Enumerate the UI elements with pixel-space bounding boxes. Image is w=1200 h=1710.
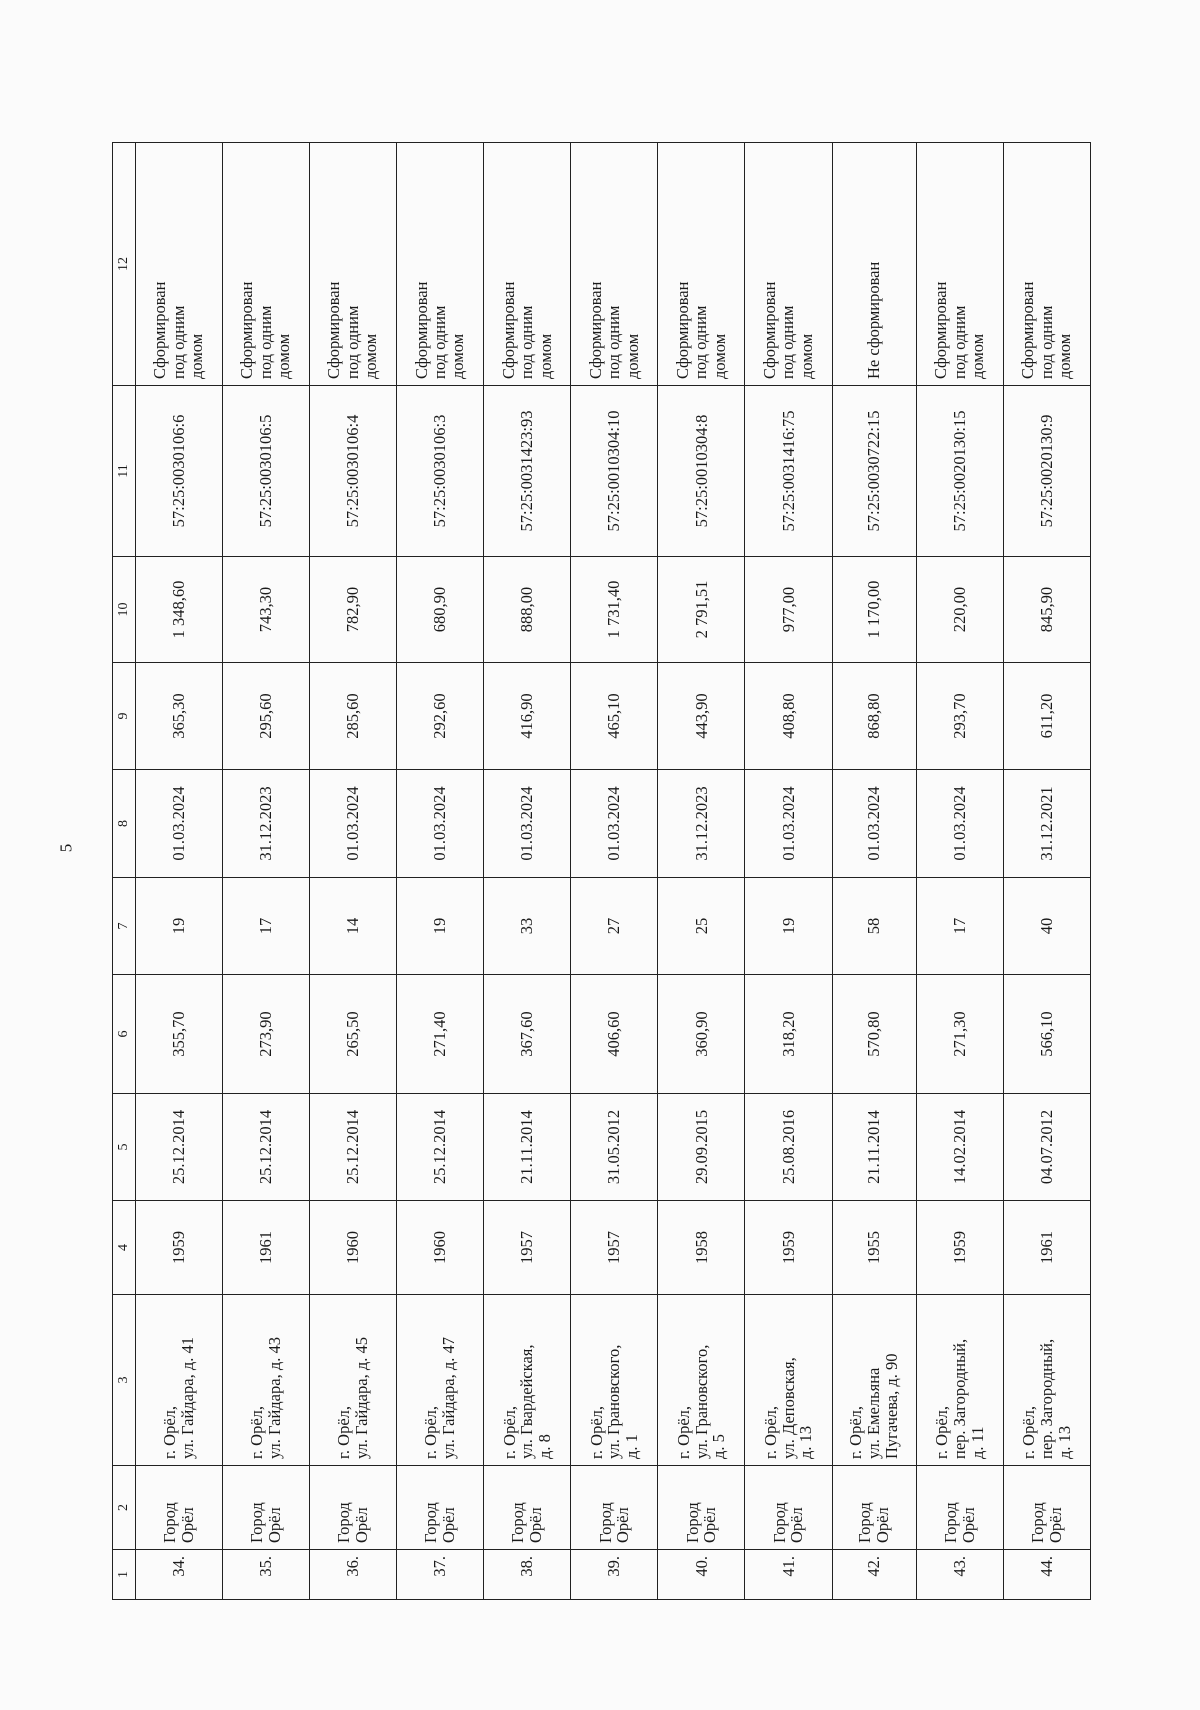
address-cell: г. Орёл, пер. Загородный, д. 11: [916, 1295, 1003, 1466]
recognition-date-cell: 21.11.2014: [484, 1094, 571, 1201]
recognition-date-cell: 21.11.2014: [832, 1094, 916, 1201]
table-row: [832, 143, 916, 1600]
living-area-cell: 465,10: [571, 663, 658, 770]
deadline-date-cell: 01.03.2024: [916, 770, 1003, 878]
area-cell: 360,90: [658, 975, 745, 1094]
page-number: 5: [56, 843, 76, 853]
table-body: [136, 143, 1091, 1600]
land-area-cell: 743,30: [223, 557, 310, 663]
cadastral-number-cell: 57:25:0010304:8: [658, 386, 745, 557]
deadline-date-cell: 01.03.2024: [136, 770, 223, 878]
land-area-cell: 782,90: [310, 557, 397, 663]
year-built-cell: 1959: [916, 1201, 1003, 1295]
recognition-date-cell: 29.09.2015: [658, 1094, 745, 1201]
land-status-cell: Сформирован под одним домом: [658, 143, 745, 386]
area-cell: 318,20: [745, 975, 832, 1094]
address-cell: г. Орёл, ул. Гвардейская, д. 8: [484, 1295, 571, 1466]
recognition-date-cell: 04.07.2012: [1003, 1094, 1090, 1201]
column-index-2: 2: [113, 1466, 136, 1550]
land-status-cell: Не сформирован: [832, 143, 916, 386]
cadastral-number-cell: 57:25:0030106:5: [223, 386, 310, 557]
table-row: [1003, 143, 1090, 1600]
row-number: 37.: [397, 1550, 484, 1600]
settlement-cell: Город Орёл: [745, 1466, 832, 1550]
year-built-cell: 1957: [484, 1201, 571, 1295]
table-row: [745, 143, 832, 1600]
table-row: [571, 143, 658, 1600]
cadastral-number-cell: 57:25:0030106:4: [310, 386, 397, 557]
land-status-cell: Сформирован под одним домом: [136, 143, 223, 386]
deadline-date-cell: 01.03.2024: [484, 770, 571, 878]
address-cell: г. Орёл, ул. Гайдара, д. 41: [136, 1295, 223, 1466]
column-index-5: 5: [113, 1094, 136, 1201]
column-index-7: 7: [113, 878, 136, 975]
living-area-cell: 408,80: [745, 663, 832, 770]
year-built-cell: 1961: [1003, 1201, 1090, 1295]
year-built-cell: 1960: [397, 1201, 484, 1295]
residents-cell: 17: [223, 878, 310, 975]
cadastral-number-cell: 57:25:0010304:10: [571, 386, 658, 557]
land-status-cell: Сформирован под одним домом: [484, 143, 571, 386]
cadastral-number-cell: 57:25:0020130:9: [1003, 386, 1090, 557]
address-cell: г. Орёл, ул. Деповская, д. 13: [745, 1295, 832, 1466]
column-index-3: 3: [113, 1295, 136, 1466]
residents-cell: 58: [832, 878, 916, 975]
deadline-date-cell: 01.03.2024: [310, 770, 397, 878]
column-index-9: 9: [113, 663, 136, 770]
living-area-cell: 292,60: [397, 663, 484, 770]
column-index-1: 1: [113, 1550, 136, 1600]
settlement-cell: Город Орёл: [658, 1466, 745, 1550]
land-status-cell: Сформирован под одним домом: [916, 143, 1003, 386]
area-cell: 367,60: [484, 975, 571, 1094]
row-number: 39.: [571, 1550, 658, 1600]
row-number: 42.: [832, 1550, 916, 1600]
table-row: [658, 143, 745, 1600]
year-built-cell: 1960: [310, 1201, 397, 1295]
column-index-10: 10: [113, 557, 136, 663]
column-index-6: 6: [113, 975, 136, 1094]
area-cell: 566,10: [1003, 975, 1090, 1094]
living-area-cell: 443,90: [658, 663, 745, 770]
year-built-cell: 1957: [571, 1201, 658, 1295]
address-cell: г. Орёл, пер. Загородный, д. 13: [1003, 1295, 1090, 1466]
land-area-cell: 1 731,40: [571, 557, 658, 663]
recognition-date-cell: 31.05.2012: [571, 1094, 658, 1201]
cadastral-number-cell: 57:25:0020130:15: [916, 386, 1003, 557]
area-cell: 271,40: [397, 975, 484, 1094]
land-area-cell: 1 170,00: [832, 557, 916, 663]
land-status-cell: Сформирован под одним домом: [310, 143, 397, 386]
area-cell: 271,30: [916, 975, 1003, 1094]
residents-cell: 25: [658, 878, 745, 975]
row-number: 36.: [310, 1550, 397, 1600]
column-index-11: 11: [113, 386, 136, 557]
residents-cell: 27: [571, 878, 658, 975]
table-row: [310, 143, 397, 1600]
row-number: 35.: [223, 1550, 310, 1600]
deadline-date-cell: 31.12.2021: [1003, 770, 1090, 878]
address-cell: г. Орёл, ул. Гайдара, д. 43: [223, 1295, 310, 1466]
living-area-cell: 285,60: [310, 663, 397, 770]
deadline-date-cell: 01.03.2024: [832, 770, 916, 878]
year-built-cell: 1959: [745, 1201, 832, 1295]
cadastral-number-cell: 57:25:0031423:93: [484, 386, 571, 557]
column-index-12: 12: [113, 143, 136, 386]
land-area-cell: 680,90: [397, 557, 484, 663]
settlement-cell: Город Орёл: [223, 1466, 310, 1550]
settlement-cell: Город Орёл: [916, 1466, 1003, 1550]
row-number: 34.: [136, 1550, 223, 1600]
row-number: 43.: [916, 1550, 1003, 1600]
table-row: [484, 143, 571, 1600]
year-built-cell: 1959: [136, 1201, 223, 1295]
living-area-cell: 611,20: [1003, 663, 1090, 770]
row-number: 40.: [658, 1550, 745, 1600]
settlement-cell: Город Орёл: [310, 1466, 397, 1550]
living-area-cell: 295,60: [223, 663, 310, 770]
area-cell: 406,60: [571, 975, 658, 1094]
cadastral-number-cell: 57:25:0030106:3: [397, 386, 484, 557]
residents-cell: 14: [310, 878, 397, 975]
residents-cell: 19: [397, 878, 484, 975]
area-cell: 355,70: [136, 975, 223, 1094]
settlement-cell: Город Орёл: [832, 1466, 916, 1550]
deadline-date-cell: 01.03.2024: [745, 770, 832, 878]
table-row: [136, 143, 223, 1600]
settlement-cell: Город Орёл: [397, 1466, 484, 1550]
address-cell: г. Орёл, ул. Грановского, д. 5: [658, 1295, 745, 1466]
land-status-cell: Сформирован под одним домом: [397, 143, 484, 386]
land-area-cell: 845,90: [1003, 557, 1090, 663]
row-number: 38.: [484, 1550, 571, 1600]
cadastral-number-cell: 57:25:0030106:6: [136, 386, 223, 557]
land-status-cell: Сформирован под одним домом: [745, 143, 832, 386]
residents-cell: 17: [916, 878, 1003, 975]
year-built-cell: 1961: [223, 1201, 310, 1295]
living-area-cell: 365,30: [136, 663, 223, 770]
settlement-cell: Город Орёл: [571, 1466, 658, 1550]
land-status-cell: Сформирован под одним домом: [1003, 143, 1090, 386]
deadline-date-cell: 31.12.2023: [658, 770, 745, 878]
settlement-cell: Город Орёл: [136, 1466, 223, 1550]
cadastral-number-cell: 57:25:0030722:15: [832, 386, 916, 557]
table-row: [397, 143, 484, 1600]
table-row: [223, 143, 310, 1600]
year-built-cell: 1958: [658, 1201, 745, 1295]
row-number: 44.: [1003, 1550, 1090, 1600]
cadastral-number-cell: 57:25:0031416:75: [745, 386, 832, 557]
rotated-table-wrapper: [112, 143, 1091, 1600]
living-area-cell: 293,70: [916, 663, 1003, 770]
land-area-cell: 220,00: [916, 557, 1003, 663]
settlement-cell: Город Орёл: [1003, 1466, 1090, 1550]
area-cell: 265,50: [310, 975, 397, 1094]
deadline-date-cell: 31.12.2023: [223, 770, 310, 878]
column-index-8: 8: [113, 770, 136, 878]
residents-cell: 19: [745, 878, 832, 975]
recognition-date-cell: 25.12.2014: [310, 1094, 397, 1201]
year-built-cell: 1955: [832, 1201, 916, 1295]
residents-cell: 33: [484, 878, 571, 975]
living-area-cell: 416,90: [484, 663, 571, 770]
recognition-date-cell: 25.12.2014: [223, 1094, 310, 1201]
deadline-date-cell: 01.03.2024: [571, 770, 658, 878]
land-area-cell: 2 791,51: [658, 557, 745, 663]
land-area-cell: 1 348,60: [136, 557, 223, 663]
column-index-4: 4: [113, 1201, 136, 1295]
settlement-cell: Город Орёл: [484, 1466, 571, 1550]
land-status-cell: Сформирован под одним домом: [571, 143, 658, 386]
recognition-date-cell: 25.12.2014: [397, 1094, 484, 1201]
land-area-cell: 977,00: [745, 557, 832, 663]
area-cell: 273,90: [223, 975, 310, 1094]
address-cell: г. Орёл, ул. Гайдара, д. 47: [397, 1295, 484, 1466]
recognition-date-cell: 25.12.2014: [136, 1094, 223, 1201]
address-cell: г. Орёл, ул. Гайдара, д. 45: [310, 1295, 397, 1466]
row-number: 41.: [745, 1550, 832, 1600]
residents-cell: 40: [1003, 878, 1090, 975]
column-index-row: [113, 143, 136, 1600]
address-cell: г. Орёл, ул. Емельяна Пугачева, д. 90: [832, 1295, 916, 1466]
land-status-cell: Сформирован под одним домом: [223, 143, 310, 386]
living-area-cell: 868,80: [832, 663, 916, 770]
area-cell: 570,80: [832, 975, 916, 1094]
residents-cell: 19: [136, 878, 223, 975]
recognition-date-cell: 14.02.2014: [916, 1094, 1003, 1201]
deadline-date-cell: 01.03.2024: [397, 770, 484, 878]
table-row: [916, 143, 1003, 1600]
recognition-date-cell: 25.08.2016: [745, 1094, 832, 1201]
land-area-cell: 888,00: [484, 557, 571, 663]
address-cell: г. Орёл, ул. Грановского, д. 1: [571, 1295, 658, 1466]
housing-registry-table: [112, 142, 1091, 1600]
